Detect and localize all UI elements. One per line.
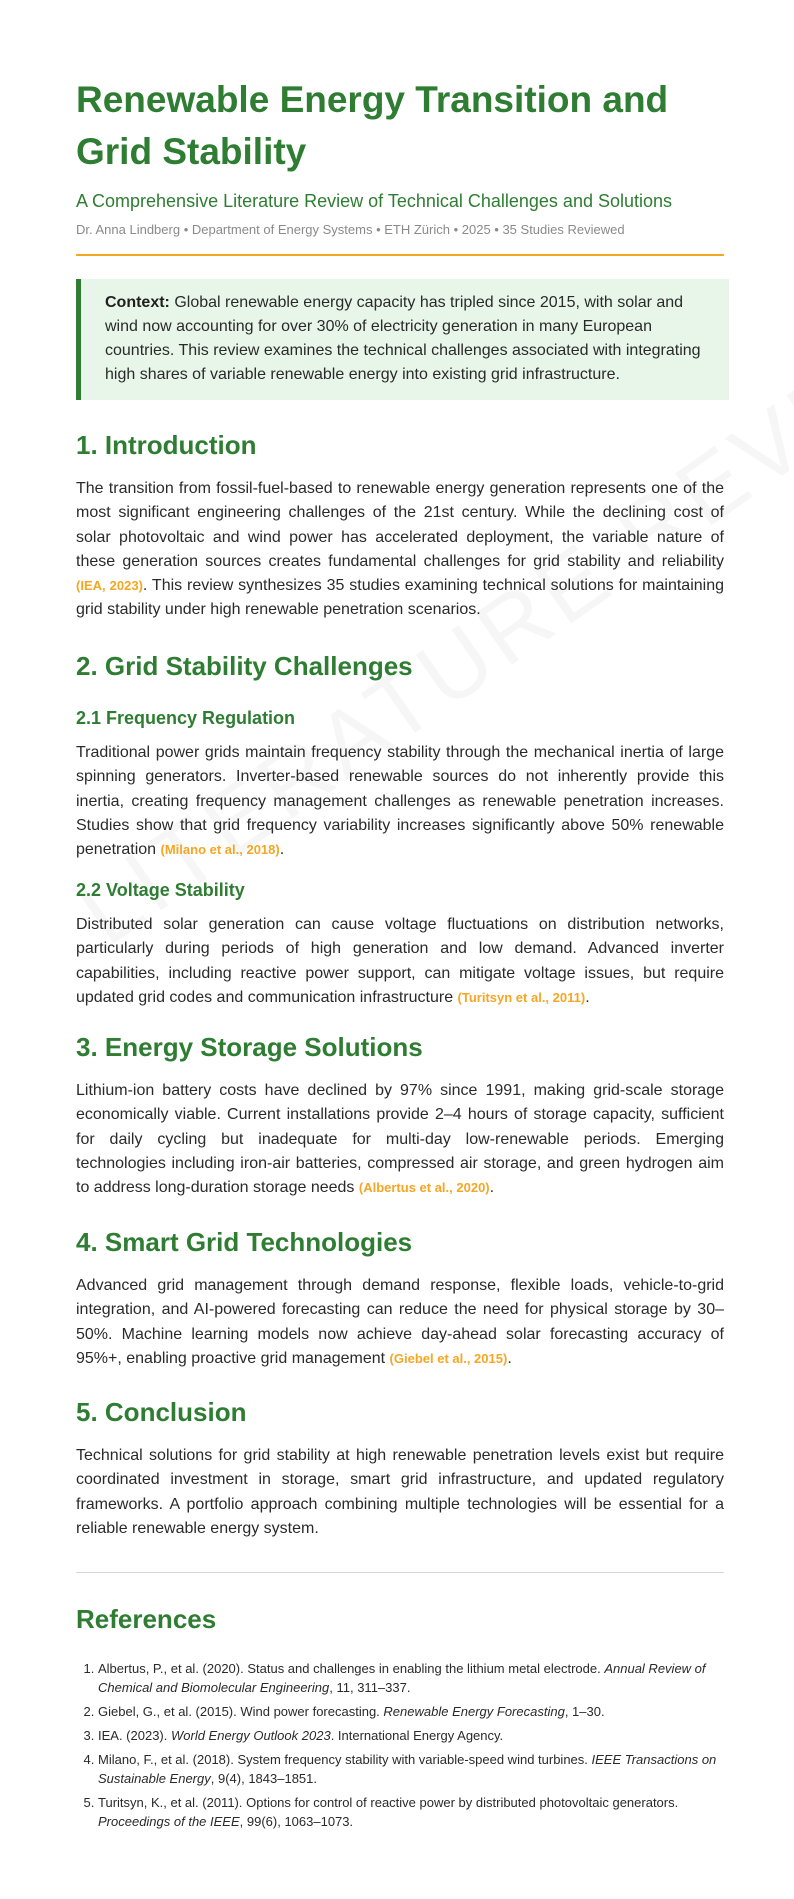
paragraph-voltage-stability <box>76 913 724 1010</box>
citation-giebel-2015[interactable]: (Giebel et al., 2015) <box>389 1350 508 1366</box>
storage-text: Lithium-ion battery costs have declined by 97% since 1991, making grid-scale storage economically viable. Current installations provide 2–4 hours of storage capacity, sufficient for daily cycling but inadequate for multi-day low-renewable periods. Emerging technologies including iron-air batteries, compressed air storage, and green hydrogen aim to address long-duration storage needs <box>76 1082 724 1197</box>
context-box <box>76 279 729 400</box>
reference-item: 1. Albertus, P., et al. (2020). Status and challenges in enabling the lithium metal electrode. Annual Review of Chemical and Biomolecular Engineering, 11, 311–337. <box>98 1659 724 1697</box>
intro-text-end: . This review synthesizes 35 studies examining technical solutions for maintaining grid stability under high renewable penetration scenarios. <box>76 577 724 619</box>
citation-milano-2018[interactable]: (Milano et al., 2018) <box>160 842 280 858</box>
paragraph-energy-storage <box>76 1079 724 1200</box>
author-meta: Dr. Anna Lindberg • Department of Energy Systems • ETH Zürich • 2025 • 35 Studies Reviewed <box>76 222 625 237</box>
heading-references: References <box>76 1604 217 1634</box>
heading-voltage-stability: 2.2 Voltage Stability <box>76 880 245 900</box>
frequency-text: Traditional power grids maintain frequency stability through the mechanical inertia of large spinning generators. Inverter-based renewable sources do not inherently provide this inertia, creating frequency management challenges as renewable penetration increases. Studies show that grid frequency variability increases significantly above 50% renewable penetration <box>76 744 724 859</box>
reference-list <box>76 1659 724 1836</box>
reference-item: 3. IEA. (2023). World Energy Outlook 2023. International Energy Agency. <box>98 1726 724 1745</box>
frequency-text-end: . <box>279 841 285 859</box>
voltage-text: Distributed solar generation can cause voltage fluctuations on distribution networks, particularly during periods of high generation and low demand. Advanced inverter capabilities, including reactive power support, can mitigate voltage issues, but require updated grid codes and communication infrastructure <box>76 916 724 1006</box>
citation-turitsyn-2011[interactable]: (Turitsyn et al., 2011) <box>457 989 586 1005</box>
intro-text: The transition from fossil-fuel-based to renewable energy generation represents one of the most significant engineering challenges of the 21st century. While the declining cost of solar photovoltaic and wind power has accelerated deployment, the variable nature of these generation sources creates fundamental challenges for grid stability and reliability <box>76 480 724 570</box>
heading-frequency-regulation: 2.1 Frequency Regulation <box>76 708 296 728</box>
context-text: Global renewable energy capacity has tripled since 2015, with solar and wind now accounting for over 30% of electricity generation in many European countries. This review examines the technical challenges associated with integrating high shares of variable renewable energy into existing grid infrastructure. <box>105 294 701 383</box>
reference-item: 5. Turitsyn, K., et al. (2011). Options for control of reactive power by distributed photovoltaic generators. Proceedings of the IEEE, 99(6), 1063–1073. <box>98 1793 724 1831</box>
smartgrid-text: Advanced grid management through demand response, flexible loads, vehicle-to-grid integration, and AI-powered forecasting can reduce the need for physical storage by 30–50%. Machine learning models now achieve day-ahead solar forecasting accuracy of 95%+, enabling proactive grid management <box>76 1277 724 1367</box>
paragraph-smart-grid <box>76 1274 724 1371</box>
reference-item: 2. Giebel, G., et al. (2015). Wind power forecasting. Renewable Energy Forecasting, 1–30. <box>98 1702 724 1721</box>
heading-smart-grid: 4. Smart Grid Technologies <box>76 1227 413 1257</box>
context-label: Context: <box>105 294 170 311</box>
paragraph-introduction <box>76 477 724 623</box>
smartgrid-text-end: . <box>507 1349 512 1367</box>
heading-introduction: 1. Introduction <box>76 430 257 460</box>
storage-text-end: . <box>489 1179 495 1197</box>
paragraph-frequency-regulation <box>76 741 724 862</box>
citation-albertus-2020[interactable]: (Albertus et al., 2020) <box>358 1180 490 1196</box>
title-divider <box>76 254 724 256</box>
heading-energy-storage: 3. Energy Storage Solutions <box>76 1032 423 1062</box>
page-title: Renewable Energy Transition and Grid Stability <box>76 79 669 172</box>
heading-grid-stability: 2. Grid Stability Challenges <box>76 651 413 681</box>
heading-conclusion: 5. Conclusion <box>76 1397 247 1427</box>
paragraph-conclusion: Technical solutions for grid stability at high renewable penetration levels exist but require coordinated investment in storage, smart grid infrastructure, and updated regulatory frameworks. A portfolio approach combining multiple technologies will be essential for a reliable renewable energy system. <box>76 1447 724 1537</box>
reference-item: 4. Milano, F., et al. (2018). System frequency stability with variable-speed wind turbines. IEEE Transactions on Sustainable Energy, 9(4), 1843–1851. <box>98 1750 724 1788</box>
citation-iea-2023[interactable]: (IEA, 2023) <box>76 578 143 594</box>
page-subtitle: A Comprehensive Literature Review of Technical Challenges and Solutions <box>76 191 673 211</box>
voltage-text-end: . <box>585 988 590 1006</box>
references-divider <box>76 1572 724 1573</box>
